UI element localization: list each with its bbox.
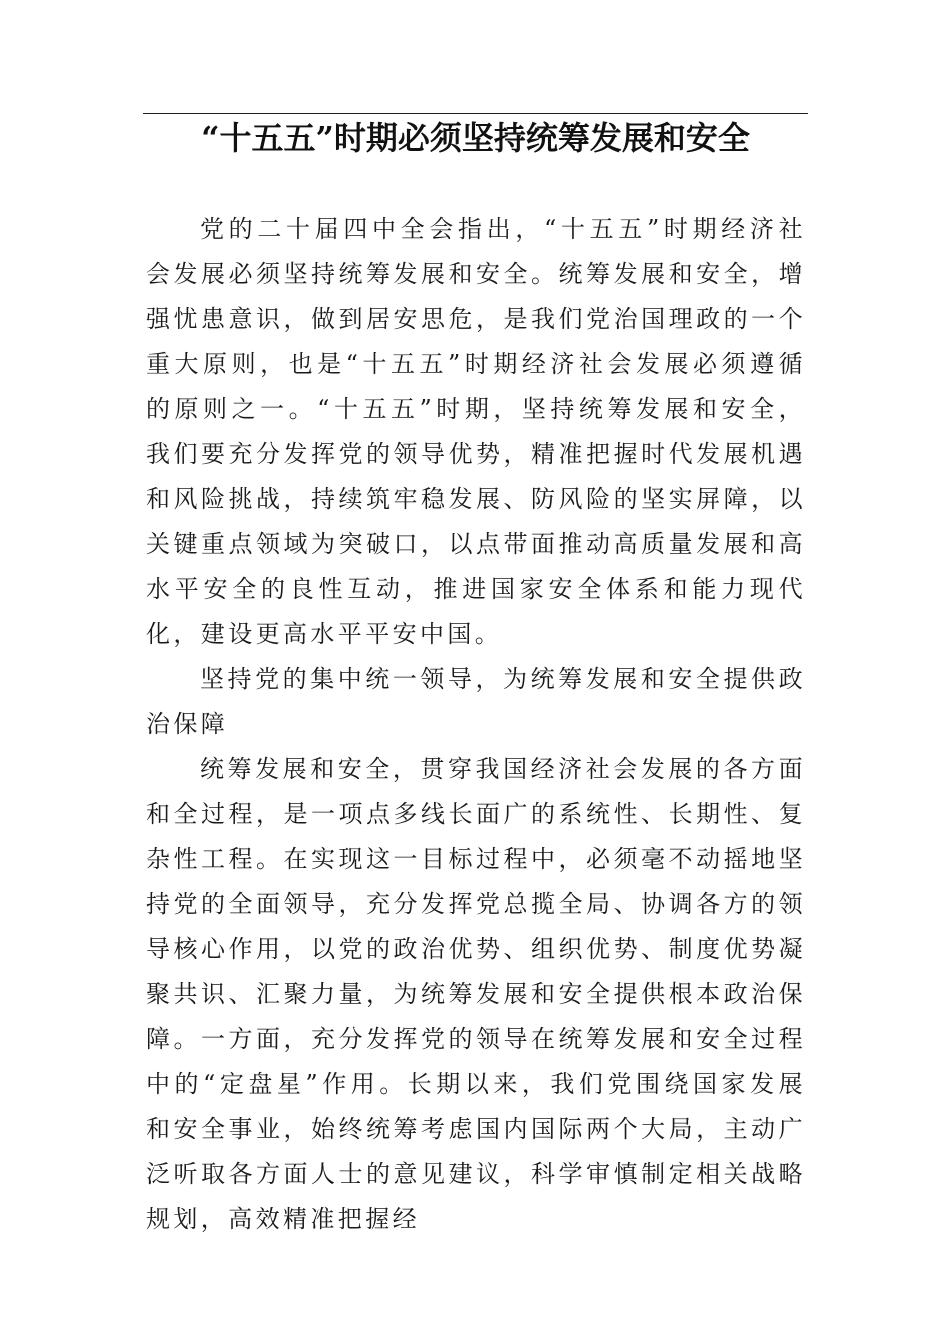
paragraph: 党的二十届四中全会指出，“十五五”时期经济社会发展必须坚持统筹发展和安全。统筹发展和安全，增强忧患意识，做到居安思危，是我们党治国理政的一个重大原则，也是“十五五”时期经济社会发展必须遵循的原则之一。“十五五”时期，坚持统筹发展和安全，我们要充分发挥党的领导优势，精准把握时代发展机遇和风险挑战，持续筑牢稳发展、防风险的坚实屏障，以关键重点领域为突破口，以点带面推动高质量发展和高水平安全的良性互动，推进国家安全体系和能力现代化，建设更高水平平安中国。	[146, 215, 806, 648]
paragraph: 统筹发展和安全，贯穿我国经济社会发展的各方面和全过程，是一项点多线长面广的系统性、长期性、复杂性工程。在实现这一目标过程中，必须毫不动摇地坚持党的全面领导，充分发挥党总揽全局、协调各方的领导核心作用，以党的政治优势、组织优势、制度优势凝聚共识、汇聚力量，为统筹发展和安全提供根本政治保障。一方面，充分发挥党的领导在统筹发展和安全过程中的“定盘星”作用。长期以来，我们党围绕国家发展和安全事业，始终统筹考虑国内国际两个大局，主动广泛听取各方面人士的意见建议，科学审慎制定相关战略规划，高效精准把握经	[146, 755, 806, 1233]
document-title: “十五五”时期必须坚持统筹发展和安全	[201, 119, 750, 157]
document-body	[146, 207, 806, 1242]
section-heading: 坚持党的集中统一领导，为统筹发展和安全提供政治保障	[146, 665, 806, 738]
